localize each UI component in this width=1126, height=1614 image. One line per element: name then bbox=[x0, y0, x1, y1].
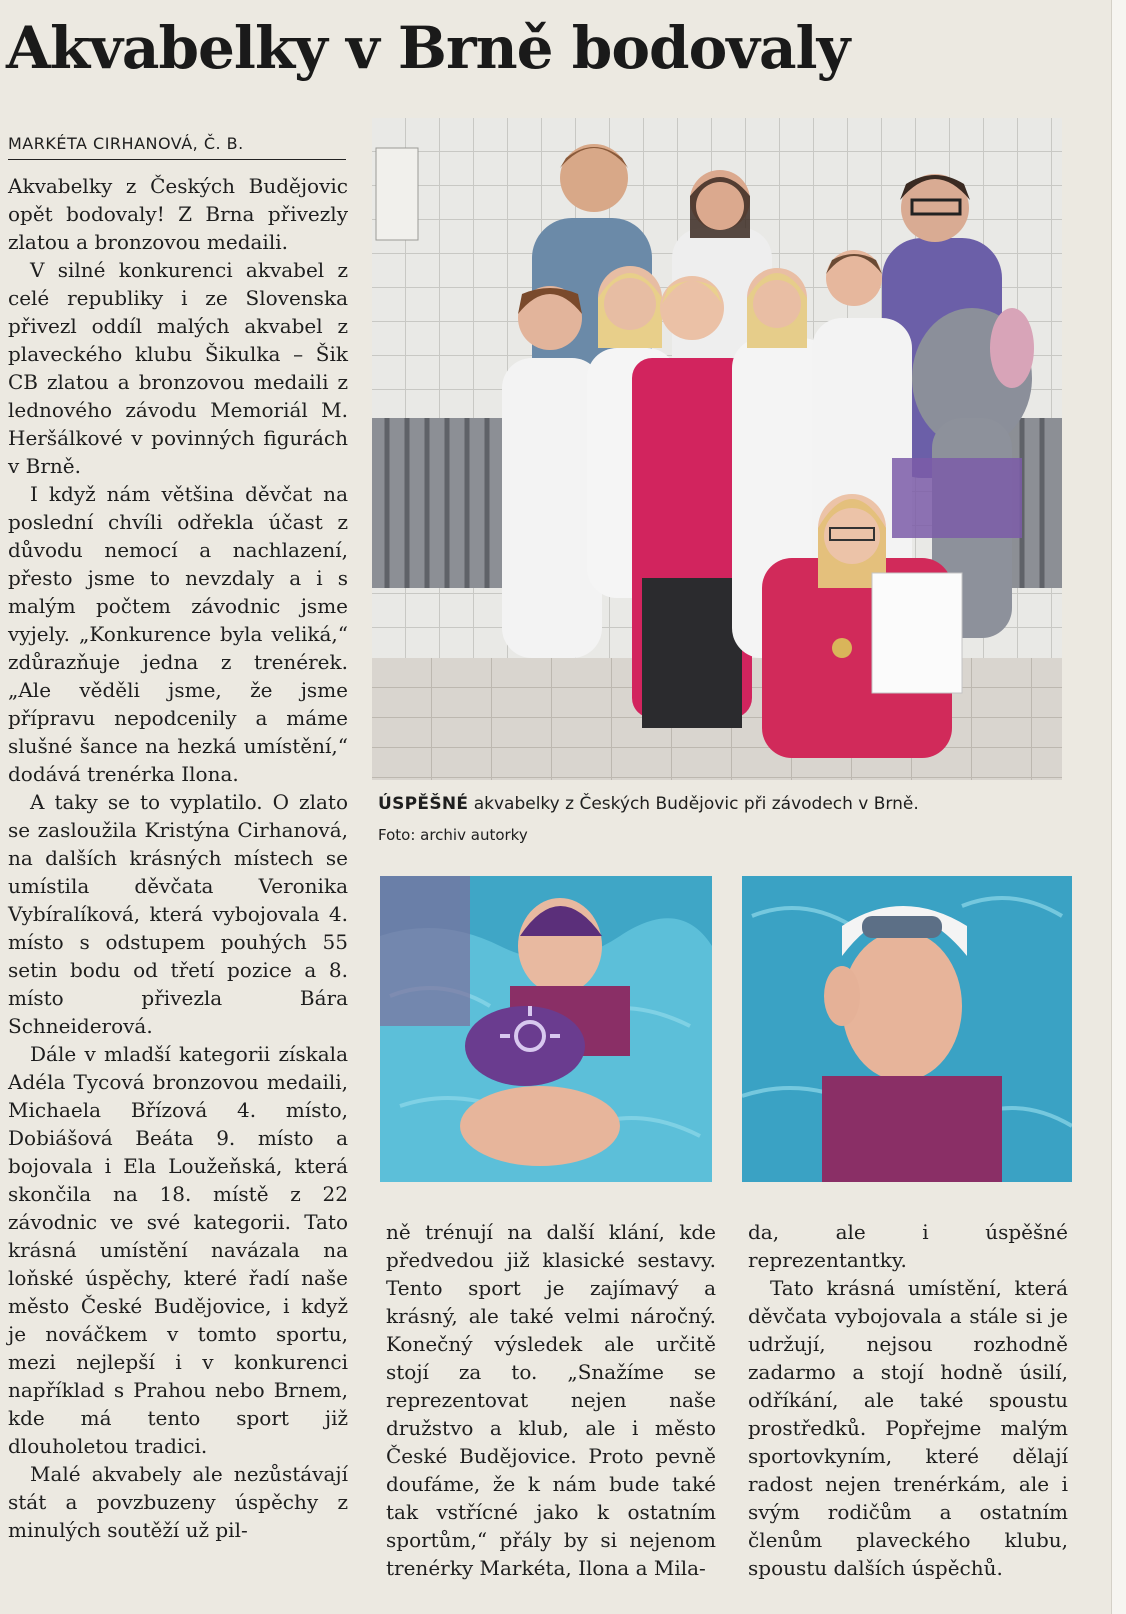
swimmers-illustration bbox=[380, 876, 712, 1182]
team-group-photo bbox=[372, 118, 1062, 780]
paragraph: ně trénují na další klání, kde předvedou již klasické sestavy. Tento sport je zajímavý a krásný, ale také velmi náročný. Konečný výsledek ale určitě stojí za to. „Snažíme se reprezentovat nejen naše družstvo a klub, ale i město České Budějovice. Proto pevně doufáme, že k nám bude také tak vstřícné jako k ostatním sportům,“ přály by si nejenom trenérky Markéta, Ilona a Mila- bbox=[386, 1220, 716, 1580]
article-column-1 bbox=[8, 172, 348, 1544]
swimmer-photo-right bbox=[742, 876, 1072, 1182]
paragraph: Tato krásná umístění, která děvčata vybojovala a stále si je udržují, nejsou rozhodně zadarmo a stojí hodně úsilí, odříkání, ale také spoustu prostředků. Popřejme malým sportovkyním, které dělají radost nejen trenérkám, ale i svým rodičům a ostatním členům plaveckého klubu, spoustu dalších úspěchů. bbox=[748, 1276, 1068, 1580]
photo-credit: Foto: archiv autorky bbox=[378, 826, 528, 844]
article-column-3 bbox=[748, 1218, 1068, 1582]
photo-caption bbox=[378, 794, 1068, 814]
paragraph: Malé akvabely ale nezůstávají stát a povzbuzeny úspěchy z minulých soutěží už pil- bbox=[8, 1462, 348, 1542]
article-column-2 bbox=[386, 1218, 716, 1582]
swimmer-illustration bbox=[742, 876, 1072, 1182]
caption-lead: ÚSPĚŠNÉ bbox=[378, 794, 469, 814]
paragraph: da, ale i úspěšné reprezentantky. bbox=[748, 1220, 1068, 1272]
swimmer-photo-left bbox=[380, 876, 712, 1182]
paragraph: I když nám většina děvčat na poslední chvíli odřekla účast z důvodu nemocí a nachlazení, přesto jsme to nevzdaly a i s malým počtem závodnic jsme vyjely. „Konkurence byla veliká,“ zdůrazňuje jedna z trenérek. „Ale věděli jsme, že jsme přípravu nepodcenily a máme slušné šance na hezká umístění,“ dodává trenérka Ilona. bbox=[8, 482, 348, 786]
caption-text: akvabelky z Českých Budějovic při závodech v Brně. bbox=[468, 794, 919, 814]
paragraph: V silné konkurenci akvabel z celé republiky i ze Slovenska přivezl oddíl malých akvabel z plaveckého klubu Šikulka – Šik CB zlatou a bronzovou medaili z lednového závodu Memoriál M. Heršálkové v povinných figurách v Brně. bbox=[8, 258, 348, 478]
paragraph: Dále v mladší kategorii získala Adéla Tycová bronzovou medaili, Michaela Břízová 4. místo, Dobiášová Beáta 9. místo a bojovala i Ela Loužeňská, která skončila na 18. místě z 22 závodnic ve své kategorii. Tato krásná umístění navázala na loňské úspěchy, které řadí naše město České Budějovice, i když je nováčkem v tomto sportu, mezi nejlepší i v konkurenci například s Prahou nebo Brnem, kde má tento sport již dlouholetou tradici. bbox=[8, 1042, 348, 1458]
page-edge bbox=[1111, 0, 1126, 1614]
byline: MARKÉTA CIRHANOVÁ, Č. B. bbox=[8, 134, 346, 160]
paragraph: A taky se to vyplatilo. O zlato se zasloužila Kristýna Cirhanová, na dalších krásných místech se umístila děvčata Veronika Vybíralíková, která vybojovala 4. místo s odstupem pouhých 55 setin bodu od třetí pozice a 8. místo přivezla Bára Schneiderová. bbox=[8, 790, 348, 1038]
paragraph: Akvabelky z Českých Budějovic opět bodovaly! Z Brna přivezly zlatou a bronzovou medaili. bbox=[8, 174, 348, 254]
team-photo-illustration bbox=[372, 118, 1062, 780]
headline: Akvabelky v Brně bodovaly bbox=[6, 14, 850, 82]
